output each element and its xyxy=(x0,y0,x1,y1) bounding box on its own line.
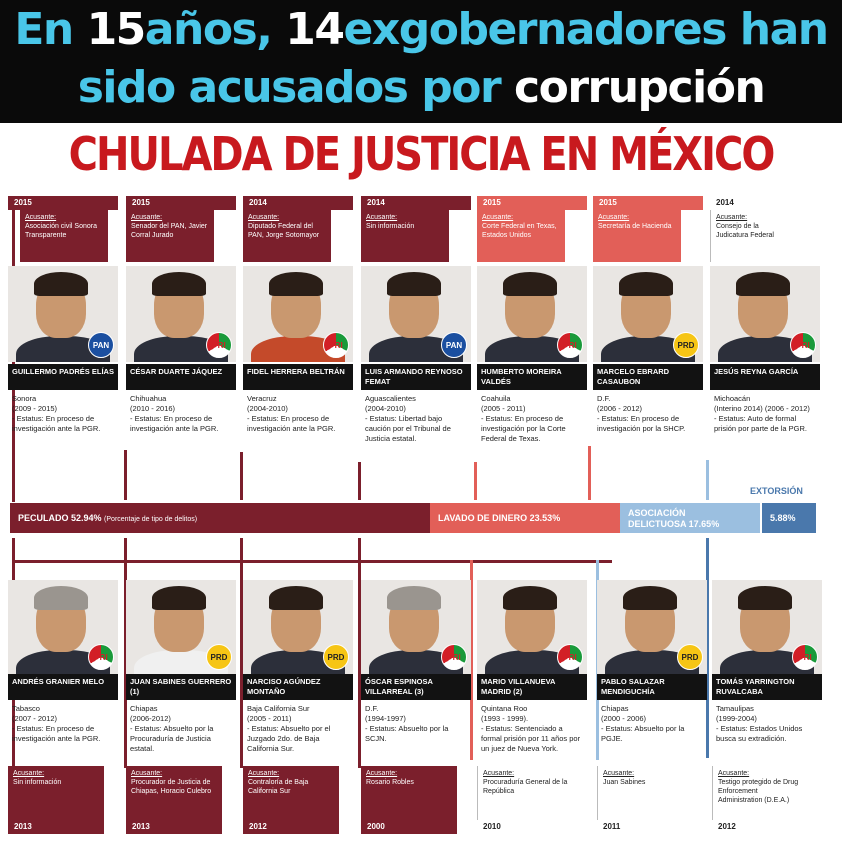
accuser-value: Procuraduría General de la República xyxy=(483,779,568,795)
governor-name: GUILLERMO PADRÉS ELÍAS xyxy=(8,364,118,390)
accuser-box xyxy=(477,210,565,262)
accuser-value: Secretaría de Hacienda xyxy=(598,223,672,230)
governor-name: HUMBERTO MOREIRA VALDÉS xyxy=(477,364,587,390)
case-status: - Estatus: En proceso de investigación por la Corte Federal de Texas. xyxy=(481,414,566,443)
percentage-note: (Porcentaje de tipo de delitos) xyxy=(104,516,198,523)
accuser-box xyxy=(597,766,693,820)
party-logo-icon: PRD xyxy=(677,644,703,670)
case-status: - Estatus: Sentenciado a formal prisión por 11 años por un juez de Nueva York. xyxy=(481,724,581,753)
governor-name: ÓSCAR ESPINOSA VILLARREAL (3) xyxy=(361,674,471,700)
accuser-value: Sin información xyxy=(366,223,415,230)
accuser-label: Acusante: xyxy=(248,214,280,221)
governor-detail xyxy=(712,702,820,746)
governor-detail xyxy=(243,702,351,756)
money-laundering-segment xyxy=(430,503,620,533)
governor-name: LUIS ARMANDO REYNOSO FEMAT xyxy=(361,364,471,390)
party-logo-icon: PRD xyxy=(206,644,232,670)
governor-name: JUAN SABINES GUERRERO (1) xyxy=(126,674,236,700)
governor-name: MARCELO EBRARD CASAUBON xyxy=(593,364,703,390)
year-label: 2015 xyxy=(126,196,236,210)
term-period: (2000 - 2006) xyxy=(601,714,647,723)
party-logo-icon: PRI xyxy=(88,644,114,670)
governor-detail xyxy=(477,702,585,756)
accuser-label: Acusante: xyxy=(366,214,398,221)
party-logo-icon: PRI xyxy=(790,332,816,358)
term-period: (2007 - 2012) xyxy=(12,714,58,723)
accuser-value: Sin información xyxy=(13,779,62,786)
year-label: 2012 xyxy=(712,820,808,834)
connector-line xyxy=(240,452,243,500)
governor-detail xyxy=(126,702,234,756)
accuser-value: Juan Sabines xyxy=(603,779,646,786)
portrait-photo xyxy=(712,580,822,674)
page-subtitle: CHULADA DE JUSTICIA EN MÉXICO xyxy=(68,128,774,182)
portrait-photo xyxy=(126,266,236,362)
governor-detail xyxy=(243,392,351,436)
term-period: (2006-2012) xyxy=(130,714,171,723)
connector-line xyxy=(588,446,591,500)
accuser-label: Acusante: xyxy=(13,770,45,777)
case-status: - Estatus: Absuelto por la Procuraduría de Justicia estatal. xyxy=(130,724,214,753)
case-status: - Estatus: Absuelto por el Juzgado 2do. de Baja California Sur. xyxy=(247,724,331,753)
year-label: 2013 xyxy=(8,820,104,834)
accuser-box xyxy=(710,210,798,262)
party-logo-icon: PRI xyxy=(206,332,232,358)
governor-detail xyxy=(126,392,234,436)
headline-part: exgobernadores han xyxy=(343,4,828,55)
governor-detail xyxy=(361,702,469,746)
governor-detail xyxy=(8,392,116,436)
accuser-box xyxy=(243,766,339,820)
governor-name: NARCISO AGÚNDEZ MONTAÑO xyxy=(243,674,353,700)
party-logo-icon: PRI xyxy=(323,332,349,358)
portrait-photo xyxy=(8,266,118,362)
governor-name: JESÚS REYNA GARCÍA xyxy=(710,364,820,390)
portrait-photo xyxy=(597,580,707,674)
accuser-value: Rosario Robles xyxy=(366,779,414,786)
term-period: (2006 - 2012) xyxy=(597,404,643,413)
headline-line-1 xyxy=(0,4,842,56)
governor-detail xyxy=(477,392,585,446)
term-period: (1999-2004) xyxy=(716,714,757,723)
accuser-label: Acusante: xyxy=(131,770,163,777)
headline-part: En xyxy=(14,4,87,55)
connector-line xyxy=(12,560,612,563)
state-name: Coahuila xyxy=(481,394,511,403)
governor-detail xyxy=(8,702,116,746)
accuser-box xyxy=(243,210,331,262)
accuser-value: Testigo protegido de Drug Enforcement Administration (D.E.A.) xyxy=(718,779,799,804)
state-name: Tamaulipas xyxy=(716,704,754,713)
headline-banner xyxy=(0,0,842,123)
governor-detail xyxy=(710,392,818,436)
accuser-box xyxy=(8,766,104,820)
embezzlement-segment xyxy=(10,503,430,533)
year-label: 2011 xyxy=(597,820,693,834)
year-label: 2012 xyxy=(243,820,339,834)
portrait-photo xyxy=(477,266,587,362)
connector-line xyxy=(706,460,709,500)
connector-line xyxy=(358,462,361,500)
accuser-label: Acusante: xyxy=(131,214,163,221)
term-period: (2010 - 2016) xyxy=(130,404,176,413)
accuser-label: Acusante: xyxy=(482,214,514,221)
governor-name: TOMÁS YARRINGTON RUVALCABA xyxy=(712,674,822,700)
term-period: (2004-2010) xyxy=(365,404,406,413)
accuser-label: Acusante: xyxy=(718,770,750,777)
state-name: Chihuahua xyxy=(130,394,167,403)
state-name: Aguascalientes xyxy=(365,394,416,403)
term-period: (Interino 2014) (2006 - 2012) xyxy=(714,404,810,413)
accuser-box xyxy=(593,210,681,262)
accuser-value: Contraloría de Baja California Sur xyxy=(248,779,309,795)
year-label: 2014 xyxy=(361,196,471,210)
state-name: Chiapas xyxy=(601,704,629,713)
year-label: 2015 xyxy=(8,196,118,210)
year-label: 2010 xyxy=(477,820,573,834)
accuser-value: Asociación civil Sonora Transparente xyxy=(25,223,97,239)
portrait-photo xyxy=(8,580,118,674)
party-logo-icon: PRD xyxy=(673,332,699,358)
term-period: (1993 - 1999). xyxy=(481,714,529,723)
governor-detail xyxy=(361,392,469,446)
case-status: - Estatus: Estados Unidos busca su extradición. xyxy=(716,724,803,743)
accuser-box xyxy=(477,766,573,820)
party-logo-icon: PAN xyxy=(88,332,114,358)
connector-line xyxy=(474,462,477,500)
governor-detail xyxy=(593,392,701,436)
state-name: Sonora xyxy=(12,394,37,403)
case-status: - Estatus: Absuelto por la PGJE. xyxy=(601,724,685,743)
state-name: Veracruz xyxy=(247,394,277,403)
accuser-box xyxy=(20,210,108,262)
embezzlement-label: PECULADO 52.94% xyxy=(18,513,102,523)
headline-part: sido acusados por xyxy=(77,62,515,113)
crime-type-bar xyxy=(10,496,816,540)
accuser-value: Diputado Federal del PAN, Jorge Sotomayor xyxy=(248,223,320,239)
accuser-label: Acusante: xyxy=(483,770,515,777)
accuser-box xyxy=(712,766,808,820)
accuser-box xyxy=(361,210,449,262)
portrait-photo xyxy=(361,266,471,362)
accuser-box xyxy=(126,210,214,262)
state-name: D.F. xyxy=(365,704,379,713)
headline-part: corrupción xyxy=(514,62,765,113)
accuser-value: Senador del PAN, Javier Corral Jurado xyxy=(131,223,208,239)
term-period: (2004-2010) xyxy=(247,404,288,413)
year-label: 2014 xyxy=(710,196,820,210)
term-period: (1994-1997) xyxy=(365,714,406,723)
extortion-title: EXTORSIÓN xyxy=(750,486,803,496)
party-logo-icon: PRD xyxy=(323,644,349,670)
party-logo-icon: PRI xyxy=(441,644,467,670)
portrait-photo xyxy=(243,266,353,362)
governor-name: ANDRÉS GRANIER MELO xyxy=(8,674,118,700)
term-period: (2005 - 2011) xyxy=(247,714,292,723)
party-logo-icon: PRI xyxy=(792,644,818,670)
accuser-value: Procurador de Justicia de Chiapas, Horacio Culebro xyxy=(131,779,212,795)
headline-part: años, xyxy=(144,4,286,55)
party-logo-icon: PRI xyxy=(557,332,583,358)
state-name: Baja California Sur xyxy=(247,704,310,713)
accuser-label: Acusante: xyxy=(598,214,630,221)
accuser-label: Acusante: xyxy=(716,214,748,221)
portrait-photo xyxy=(710,266,820,362)
governor-name: PABLO SALAZAR MENDIGUCHÍA xyxy=(597,674,707,700)
year-label: 2015 xyxy=(593,196,703,210)
case-status: - Estatus: Auto de formal prisión por parte de la PGR. xyxy=(714,414,807,433)
case-status: - Estatus: En proceso de investigación ante la PGR. xyxy=(247,414,336,433)
party-logo-icon: PRI xyxy=(557,644,583,670)
case-status: - Estatus: Absuelto por la SCJN. xyxy=(365,724,449,743)
governor-name: CÉSAR DUARTE JÁQUEZ xyxy=(126,364,236,390)
party-logo-icon: PAN xyxy=(441,332,467,358)
accuser-value: Consejo de la Judicatura Federal xyxy=(716,223,774,239)
extortion-value: 5.88% xyxy=(770,513,796,523)
portrait-photo xyxy=(126,580,236,674)
governor-name: FIDEL HERRERA BELTRÁN xyxy=(243,364,353,390)
portrait-photo xyxy=(593,266,703,362)
accuser-label: Acusante: xyxy=(366,770,398,777)
case-status: - Estatus: En proceso de investigación por la SHCP. xyxy=(597,414,686,433)
accuser-box xyxy=(361,766,457,820)
headline-part: 14 xyxy=(285,4,344,55)
state-name: Chiapas xyxy=(130,704,158,713)
state-name: Michoacán xyxy=(714,394,751,403)
portrait-photo xyxy=(477,580,587,674)
headline-line-2 xyxy=(0,62,842,114)
accuser-label: Acusante: xyxy=(25,214,57,221)
headline-part: 15 xyxy=(86,4,145,55)
state-name: Quintana Roo xyxy=(481,704,528,713)
case-status: - Estatus: En proceso de investigación ante la PGR. xyxy=(12,724,101,743)
portrait-photo xyxy=(243,580,353,674)
money-laundering-label: LAVADO DE DINERO 23.53% xyxy=(438,513,561,523)
governor-detail xyxy=(597,702,705,746)
accuser-box xyxy=(126,766,222,820)
criminal-association-label: ASOCIACIÓN DELICTUOSA 17.65% xyxy=(628,508,720,529)
year-label: 2013 xyxy=(126,820,222,834)
accuser-value: Corte Federal en Texas, Estados Unidos xyxy=(482,223,557,239)
year-label: 2014 xyxy=(243,196,353,210)
case-status: - Estatus: En proceso de investigación ante la PGR. xyxy=(12,414,101,433)
accuser-label: Acusante: xyxy=(603,770,635,777)
year-label: 2000 xyxy=(361,820,457,834)
criminal-association-segment xyxy=(620,503,760,533)
state-name: D.F. xyxy=(597,394,611,403)
accuser-label: Acusante: xyxy=(248,770,280,777)
state-name: Tabasco xyxy=(12,704,40,713)
term-period: (2005 - 2011) xyxy=(481,404,526,413)
term-period: (2009 - 2015) xyxy=(12,404,58,413)
case-status: - Estatus: Libertad bajo caución por el Tribunal de Justicia estatal. xyxy=(365,414,451,443)
portrait-photo xyxy=(361,580,471,674)
extortion-segment xyxy=(762,503,816,533)
case-status: - Estatus: En proceso de investigación ante la PGR. xyxy=(130,414,219,433)
year-label: 2015 xyxy=(477,196,587,210)
connector-line xyxy=(124,450,127,500)
governor-name: MARIO VILLANUEVA MADRID (2) xyxy=(477,674,587,700)
